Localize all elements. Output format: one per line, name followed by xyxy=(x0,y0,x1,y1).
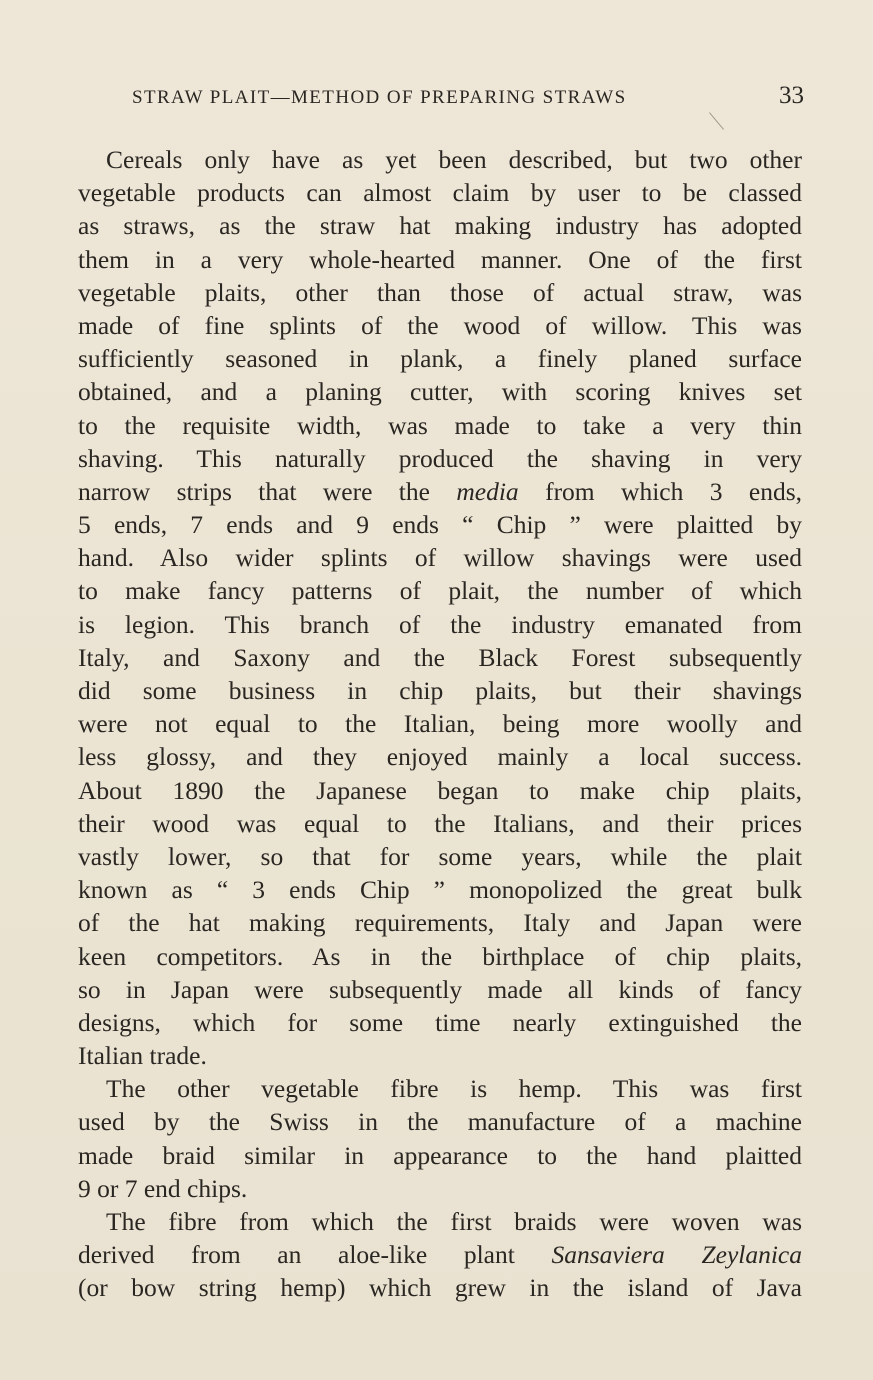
text-line: hand. Also wider splints of willow shavings were used xyxy=(78,543,802,573)
text-line: sufficiently seasoned in plank, a finely planed surface xyxy=(78,344,802,374)
text-line: as straws, as the straw hat making industry has adopted xyxy=(78,211,802,241)
running-head xyxy=(78,82,804,114)
text-line: The fibre from which the first braids were woven was xyxy=(106,1207,802,1236)
text-line: keen competitors. As in the birthplace of chip plaits, xyxy=(78,941,802,971)
text-line: The other vegetable fibre is hemp. This was first xyxy=(106,1074,802,1104)
text-line: so in Japan were subsequently made all kinds of fancy xyxy=(78,974,802,1004)
text-line: vegetable plaits, other than those of actual straw, was xyxy=(78,277,802,307)
text-line: obtained, and a planing cutter, with scoring knives set xyxy=(78,377,802,407)
text-span: narrow strips that were the xyxy=(78,476,457,506)
text-line: known as “ 3 ends Chip ” monopolized the great bulk xyxy=(78,875,802,905)
text-line: to the requisite width, was made to take a very thin xyxy=(78,410,802,440)
text-line: Italy, and Saxony and the Black Forest subsequently xyxy=(78,642,802,672)
page-number: 33 xyxy=(779,82,804,109)
text-line: less glossy, and they enjoyed mainly a local success. xyxy=(78,742,802,772)
text-line: shaving. This naturally produced the shaving in very xyxy=(78,443,802,473)
pencil-mark xyxy=(709,112,724,129)
text-line: to make fancy patterns of plait, the number of which xyxy=(78,576,802,606)
text-line: were not equal to the Italian, being more woolly and xyxy=(78,709,802,739)
text-line: made braid similar in appearance to the hand plaitted xyxy=(78,1140,802,1170)
text-line xyxy=(78,1238,802,1271)
text-line: vastly lower, so that for some years, while the plait xyxy=(78,841,802,871)
text-line xyxy=(78,475,802,508)
text-line: vegetable products can almost claim by user to be classed xyxy=(78,178,802,208)
text-line: (or bow string hemp) which grew in the island of Java xyxy=(78,1273,802,1303)
text-line: did some business in chip plaits, but their shavings xyxy=(78,676,802,705)
text-line: Cereals only have as yet been described, but two other xyxy=(106,145,802,174)
text-line: 5 ends, 7 ends and 9 ends “ Chip ” were plaitted by xyxy=(78,510,802,540)
text-span: derived from an aloe-like plant xyxy=(78,1240,552,1270)
text-line: them in a very whole-hearted manner. One of the first xyxy=(78,244,802,274)
text-line: designs, which for some time nearly extinguished the xyxy=(78,1007,802,1037)
text-line: About 1890 the Japanese began to make chip plaits, xyxy=(78,775,802,805)
text-line: is legion. This branch of the industry emanated from xyxy=(78,609,802,639)
text-line: Italian trade. xyxy=(78,1041,207,1071)
text-line: their wood was equal to the Italians, and their prices xyxy=(78,808,802,838)
text-line: 9 or 7 end chips. xyxy=(78,1173,248,1203)
text-line: made of fine splints of the wood of willow. This was xyxy=(78,310,802,340)
body-text xyxy=(78,143,802,1305)
running-title: STRAW PLAIT—METHOD OF PREPARING STRAWS xyxy=(132,87,627,108)
italic-term: Sansaviera Zeylanica xyxy=(551,1240,802,1270)
italic-term: media xyxy=(456,476,519,506)
text-span: from which 3 ends, xyxy=(518,476,802,506)
text-line: used by the Swiss in the manufacture of a machine xyxy=(78,1107,802,1137)
text-line: of the hat making requirements, Italy and Japan were xyxy=(78,908,802,938)
